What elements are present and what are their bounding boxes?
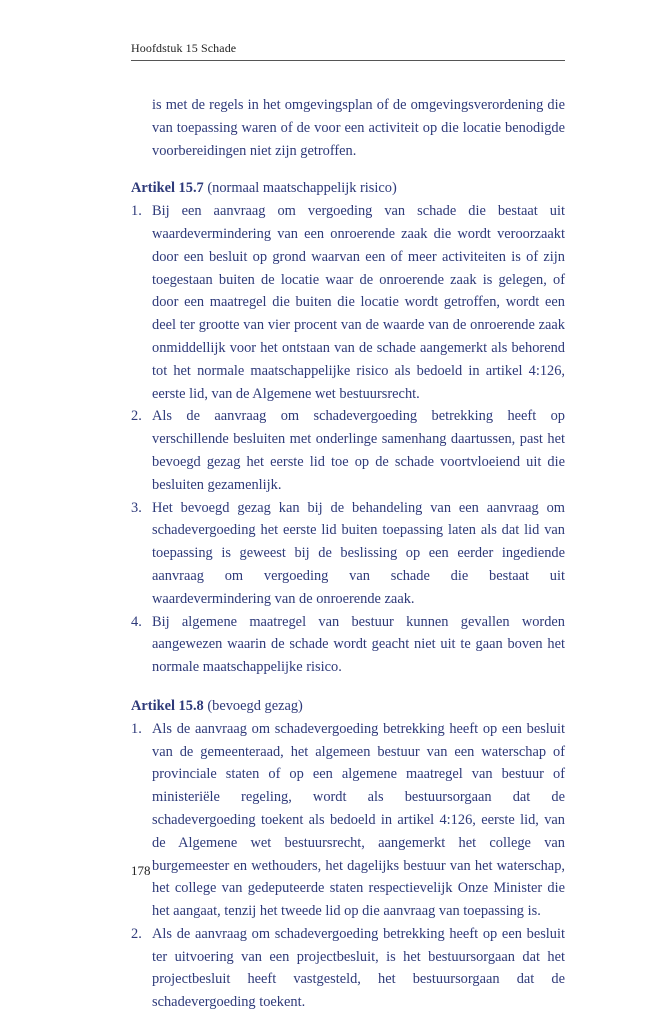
article-items (131, 200, 565, 679)
article-title: (normaal maatschappelijk risico) (207, 180, 397, 197)
item-text: Als de aanvraag om schadevergoeding betrekking heeft op een besluit ter uitvoering van een projectbesluit, is het bestuursorgaan dat het projectbesluit heeft vastgesteld, het bestuursorgaan dat de schadevergoeding toekent. (152, 925, 565, 1011)
list-item (131, 497, 565, 611)
article-number: Artikel 15.7 (131, 180, 204, 197)
list-item (131, 405, 565, 496)
item-text: Het bevoegd gezag kan bij de behandeling van een aanvraag om schadevergoeding het eerste lid buiten toepassing laten als dat lid van toepassing is geweest bij de beslissing op een eerder ingediende aanvraag om vergoeding van schade die bestaat uit waardevermindering van de onroerende zaak. (152, 499, 565, 607)
item-marker: 1. (131, 720, 142, 737)
list-item (131, 200, 565, 405)
article-heading (131, 177, 565, 200)
list-item (131, 718, 565, 923)
item-marker: 4. (131, 613, 142, 630)
item-marker: 3. (131, 499, 142, 516)
header-rule (131, 60, 565, 61)
item-text: Bij een aanvraag om vergoeding van schade die bestaat uit waardevermindering van een onroerende zaak die wordt veroorzaakt door een besluit op grond waarvan een of meer activiteiten is of zijn toegestaan buiten de locatie waar de onroerende zaak is gelegen, of door een maatregel die buiten die locatie wordt getroffen, wordt een deel ter grootte van vier procent van de waarde van de onroerende zaak onmiddellijk voor het ontstaan van de schade aangemerkt als behorend tot het normale maatschappelijke risico als bedoeld in artikel 4:126, eerste lid, van de Algemene wet bestuursrecht. (152, 203, 565, 402)
continuation-paragraph: is met de regels in het omgevingsplan of de omgevingsverordening die van toepassing waren of de voor een activiteit op die locatie benodigde voorbereidingen niet zijn getroffen. (152, 97, 565, 159)
item-marker: 1. (131, 203, 142, 220)
item-text: Als de aanvraag om schadevergoeding betrekking heeft op verschillende besluiten met onderlinge samenhang daartussen, past het bevoegd gezag het eerste lid toe op de schade voortvloeiend uit die besluiten gezamenlijk. (152, 408, 565, 493)
page-number: 178 (131, 863, 151, 878)
article-title: (bevoegd gezag) (207, 697, 303, 714)
item-marker: 2. (131, 925, 142, 942)
article-15-8 (131, 695, 565, 1014)
list-item (131, 611, 565, 679)
article-items (131, 718, 565, 1014)
item-text: Bij algemene maatregel van bestuur kunnen gevallen worden aangewezen waarin de schade wordt geacht niet uit te gaan boven het normale maatschappelijke risico. (152, 613, 565, 676)
article-15-7 (131, 177, 565, 679)
item-marker: 2. (131, 408, 142, 425)
article-heading (131, 695, 565, 718)
page-body (131, 94, 565, 1014)
item-text: Als de aanvraag om schadevergoeding betrekking heeft op een besluit van de gemeenteraad, het algemeen bestuur van een waterschap of provinciale staten of op een algemene maatregel van bestuur of ministeriële regeling, wordt als bestuursorgaan dat de schadevergoeding toekent als bedoeld in artikel 4:126, eerste lid, van de Algemene wet bestuursrecht, aangemerkt het college van burgemeester en wethouders, het dagelijks bestuur van het waterschap, het college van gedeputeerde staten respectievelijk Onze Minister die het aangaat, tenzij het tweede lid op die aanvraag van toepassing is. (152, 720, 565, 920)
running-header: Hoofdstuk 15 Schade (131, 41, 237, 55)
list-item (131, 923, 565, 1014)
article-number: Artikel 15.8 (131, 697, 204, 714)
